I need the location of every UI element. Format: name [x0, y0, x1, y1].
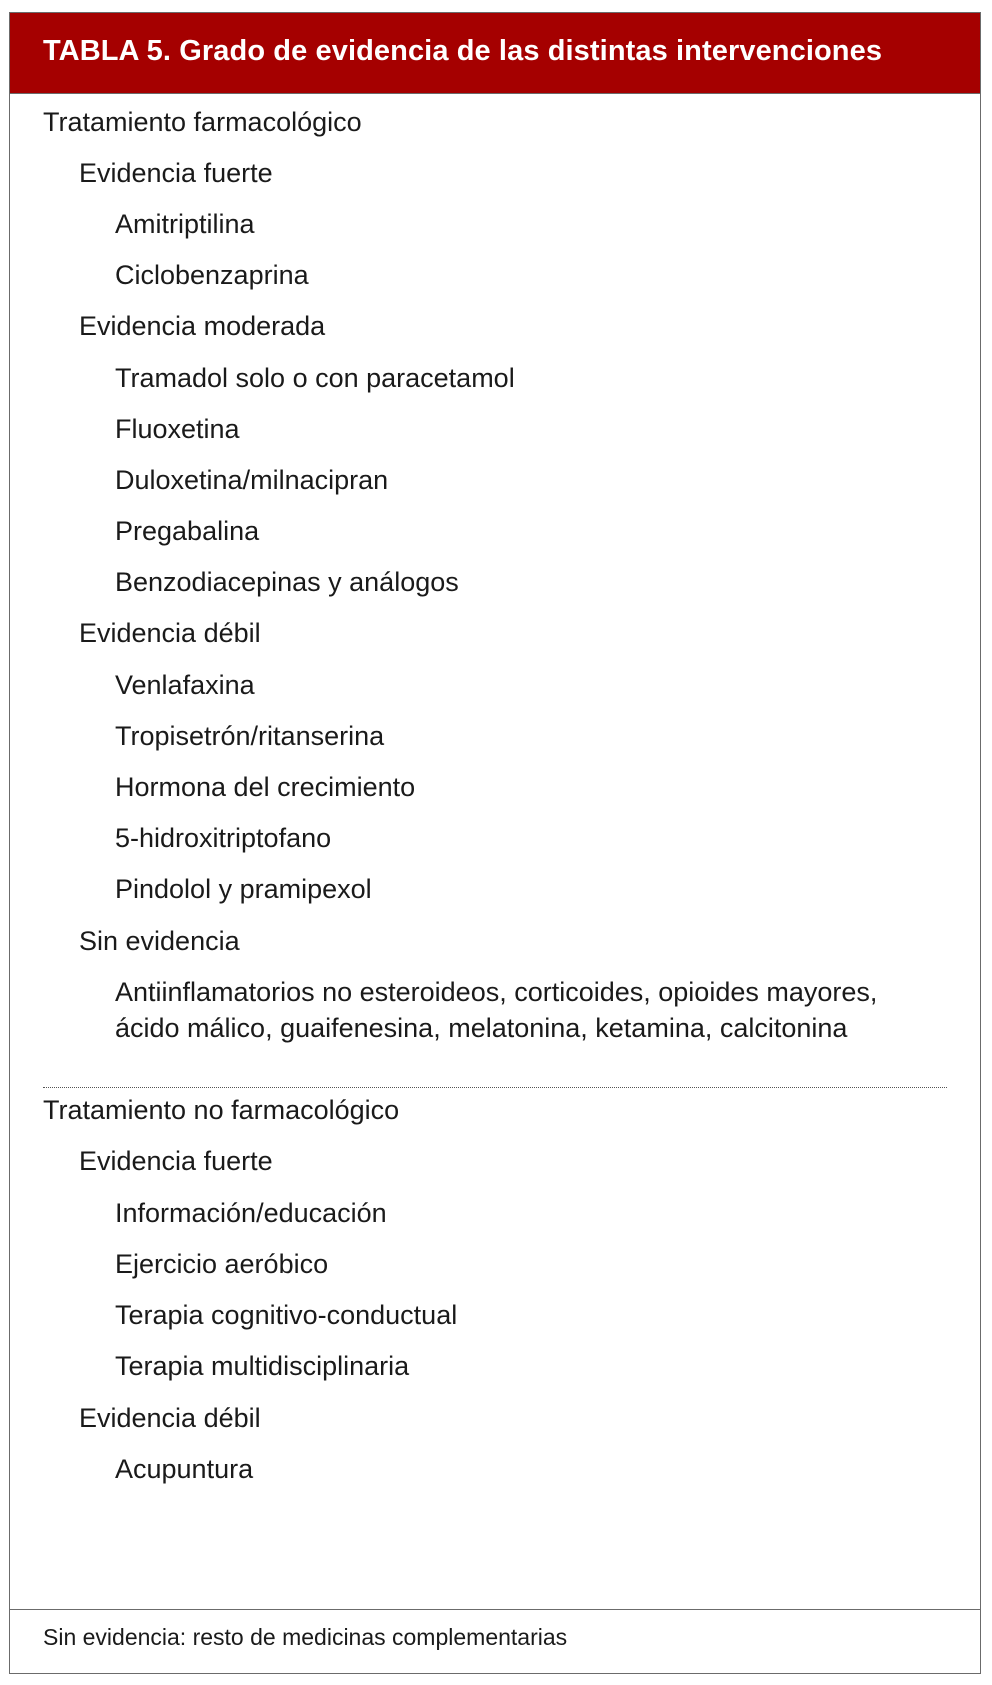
evidence-level-weak: Evidencia débil — [79, 618, 261, 648]
list-item: Ejercicio aeróbico — [115, 1249, 329, 1279]
list-item: Fluoxetina — [115, 414, 240, 444]
table-header — [10, 13, 980, 94]
list-item: Terapia cognitivo-conductual — [115, 1300, 458, 1330]
section-heading-non-pharmacological: Tratamiento no farmacológico — [43, 1095, 400, 1125]
list-item: 5-hidroxitriptofano — [115, 823, 332, 853]
list-item: Tropisetrón/ritanserina — [115, 721, 385, 751]
table-footer — [10, 1609, 980, 1673]
list-item: Venlafaxina — [115, 670, 255, 700]
list-item: Información/educación — [115, 1198, 387, 1228]
section-heading-pharmacological: Tratamiento farmacológico — [43, 107, 362, 137]
evidence-level-strong: Evidencia fuerte — [79, 1146, 273, 1176]
list-item: Pregabalina — [115, 516, 260, 546]
table-title: TABLA 5. Grado de evidencia de las distintas intervenciones — [43, 35, 883, 67]
footer-note: Sin evidencia: resto de medicinas complementarias — [43, 1624, 568, 1650]
list-item: Acupuntura — [115, 1454, 254, 1484]
list-item: Duloxetina/milnacipran — [115, 465, 389, 495]
evidence-level-none: Sin evidencia — [79, 926, 240, 956]
list-item: Amitriptilina — [115, 209, 255, 239]
evidence-level-weak: Evidencia débil — [79, 1403, 261, 1433]
list-item: Benzodiacepinas y análogos — [115, 567, 459, 597]
list-item: Ciclobenzaprina — [115, 260, 309, 290]
list-item: Tramadol solo o con paracetamol — [115, 363, 515, 393]
section-divider — [43, 1087, 947, 1088]
list-item: Antiinflamatorios no esteroideos, corticoides, opioides mayores, ácido málico, guaifenesina, melatonina, ketamina, calcitonina — [115, 977, 878, 1043]
evidence-level-moderate: Evidencia moderada — [79, 311, 326, 341]
list-item: Hormona del crecimiento — [115, 772, 416, 802]
list-item: Pindolol y pramipexol — [115, 874, 372, 904]
evidence-level-strong: Evidencia fuerte — [79, 158, 273, 188]
evidence-table — [9, 12, 981, 1674]
list-item: Terapia multidisciplinaria — [115, 1351, 410, 1381]
